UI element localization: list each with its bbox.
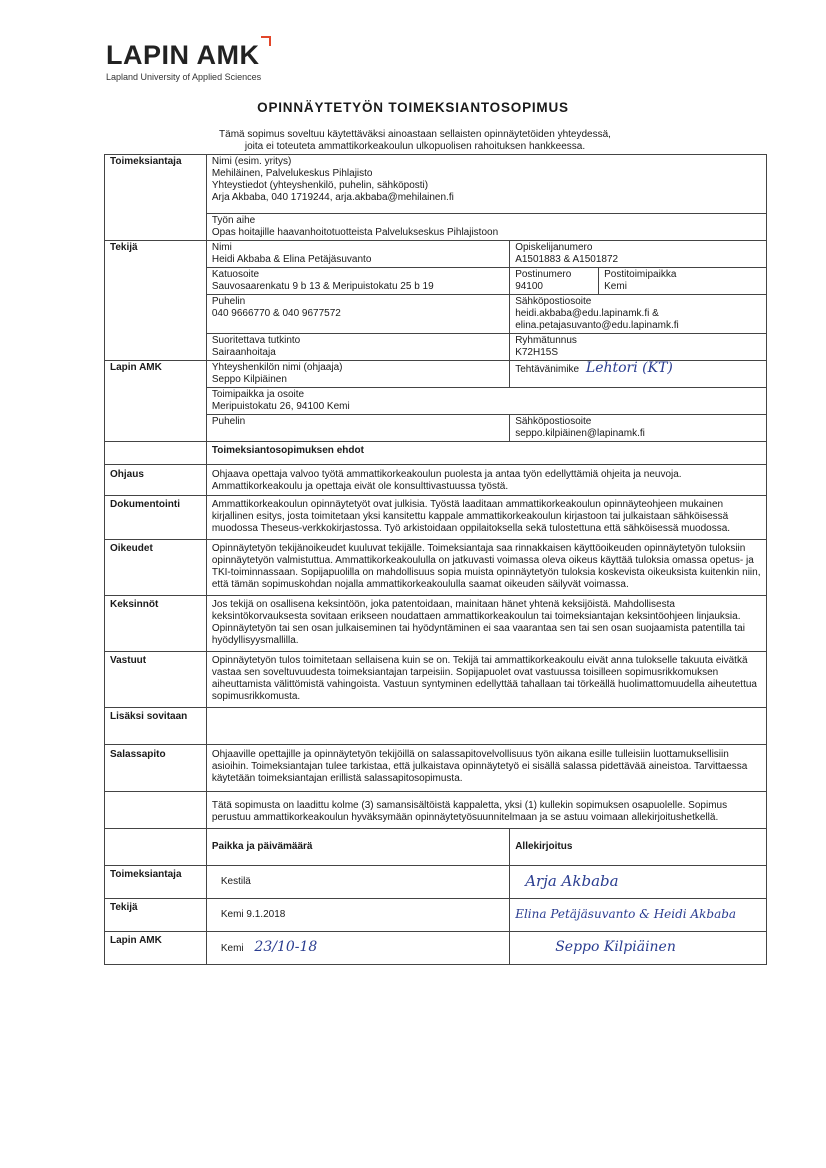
author-name-label: Nimi (211, 242, 232, 253)
term-text-lisaksi-sovitaan (206, 708, 766, 745)
phone-cell (206, 295, 509, 334)
supervisor-cell (206, 361, 509, 388)
topic-cell (206, 214, 766, 241)
student-number-value: A1501883 & A1501872 (515, 254, 619, 265)
office-cell (206, 388, 766, 415)
signature-toimeksiantaja (510, 866, 767, 899)
author-name-cell (206, 241, 509, 268)
handwritten-date-lapin-amk: 23/10-18 (254, 939, 318, 955)
term-label-ohjaus: Ohjaus (105, 465, 207, 496)
logo-subtitle: Lapland University of Applied Sciences (106, 72, 262, 82)
client-info-cell (206, 155, 766, 214)
postal-code-label: Postinumero (515, 269, 572, 280)
term-text-keksinnot: Jos tekijä on osallisena keksintöön, joka patentoidaan, mainitaan hänet yhtenä keksijöistä. Mahdollisesta keksintökorvauksesta sovitaan erikseen noudattaen ammattikorkeakoulun tai toimeksiantajan keksintöohjeen linjauksia. Opinnäytetyön tai sen osan julkaiseminen tai hyödyntäminen ei saa vaarantaa sen tai sen osan suojaamista patentilla tai hyödyllisyysmallilla. (206, 596, 766, 652)
terms-heading-spacer (105, 442, 207, 465)
city-value: Kemi (604, 281, 627, 292)
signature-place-date-toimeksiantaja: Kestilä (206, 866, 509, 899)
group-value: K72H15S (515, 347, 558, 358)
term-text-dokumentointi: Ammattikorkeakoulun opinnäytetyöt ovat julkisia. Työstä laaditaan ammattikorkeakoulun opinnäyteohjeen mukainen kirjallinen esitys, josta toimitetaan yksi kansitettu kappale ammattikorkeakoulun kirjastoon tai julkaistaan sähköisessä muodossa Theseus-verkkokirjastossa. Työ arkistoidaan oppilaitoksella sekä tulostettuna että sähköisessä muodossa. (206, 496, 766, 540)
intro-line-1: Tämä sopimus soveltuu käytettäväksi ainoastaan sellaisten opinnäytetöiden yhteydessä, (219, 129, 611, 140)
city-cell (599, 268, 767, 295)
degree-label: Suoritettava tutkinto (211, 335, 301, 346)
client-contact-label: Yhteystiedot (yhteyshenkilö, puhelin, sähköposti) (211, 180, 429, 191)
client-name-label: Nimi (esim. yritys) (211, 156, 292, 167)
handwritten-signature-supervisor: Seppo Kilpiäinen (555, 939, 676, 955)
handwritten-signature-client: Arja Akbaba (525, 871, 619, 890)
place-date-header: Paikka ja päivämäärä (206, 829, 509, 866)
group-cell (510, 334, 767, 361)
supervisor-value: Seppo Kilpiäinen (211, 374, 287, 385)
signature-lapin-amk (510, 932, 767, 965)
group-label: Ryhmätunnus (515, 335, 577, 346)
email-label: Sähköpostiosoite (515, 296, 592, 307)
signature-place-lapin-amk: Kemi (220, 943, 244, 954)
topic-value: Opas hoitajille haavanhoitotuotteista Palvelukseskus Pihlajistoon (211, 227, 499, 238)
address-value: Sauvosaarenkatu 9 b 13 & Meripuistokatu 25 b 19 (211, 281, 434, 292)
signature-label-tekija: Tekijä (105, 899, 207, 932)
supervisor-phone-label: Puhelin (211, 416, 246, 427)
job-title-handwritten: Lehtori (KT) (585, 360, 673, 376)
supervisor-email-cell (510, 415, 767, 442)
closing-text: Tätä sopimusta on laadittu kolme (3) samansisältöistä kappaletta, yksi (1) kullekin sopimuksen osapuolelle. Sopimus perustuu ammattikorkeakoulun hyväksymään opinnäytetyösuunnitelmaan ja se astuu voimaan allekirjoitushetkellä. (206, 792, 766, 829)
postal-code-value: 94100 (515, 281, 543, 292)
address-label: Katuosoite (211, 269, 260, 280)
phone-value: 040 9666770 & 040 9677572 (211, 308, 341, 319)
signature-place-date-lapin-amk (206, 932, 509, 965)
signature-header: Allekirjoitus (510, 829, 767, 866)
term-label-salassapito: Salassapito (105, 745, 207, 792)
closing-spacer (105, 792, 207, 829)
degree-cell (206, 334, 509, 361)
document-title: OPINNÄYTETYÖN TOIMEKSIANTOSOPIMUS (257, 100, 569, 115)
student-number-label: Opiskelijanumero (515, 242, 593, 253)
section-label-tekija: Tekijä (105, 241, 207, 361)
supervisor-email-value: seppo.kilpiäinen@lapinamk.fi (515, 428, 645, 439)
topic-label: Työn aihe (211, 215, 256, 226)
logo-name: LAPIN AMK (106, 40, 260, 70)
term-label-oikeudet: Oikeudet (105, 540, 207, 596)
term-text-oikeudet: Opinnäytetyön tekijänoikeudet kuuluvat tekijälle. Toimeksiantaja saa rinnakkaisen käyttöoikeuden opinnäytetyön tuloksiin opinnäytetyön valmistuttua. Ammattikorkeakoululla on jatkuvasti voimassa oleva oikeus käyttää tuloksia omassa opetus- ja TKI-toiminnassaan. Sopijapuolilla on mahdollisuus sopia muista opinnäytetyön tuloksia koskevista oikeuksista kuitenkin niin, että tämän sopimuskohdan nojalla ammattikorkeakoululla saamat oikeuden säilyvät voimassa. (206, 540, 766, 596)
address-cell (206, 268, 509, 295)
intro-text (150, 129, 680, 153)
term-text-salassapito: Ohjaaville opettajille ja opinnäytetyön tekijöillä on salassapitovelvollisuus työn aikana esille tulleisiin luottamuksellisiin asioihin. Toimeksiantajan tulee tarkistaa, että julkaistava opinnäytetyö ei sisällä salassa pidettävää aineistoa. Tarvittaessa käytetään toimeksiantajan erillistä salassapitosopimusta. (206, 745, 766, 792)
agreement-table (104, 154, 767, 965)
signature-label-toimeksiantaja: Toimeksiantaja (105, 866, 207, 899)
postal-code-cell (510, 268, 599, 295)
signature-place-date-tekija: Kemi 9.1.2018 (206, 899, 509, 932)
client-name-value: Mehiläinen, Palvelukeskus Pihlajisto (211, 168, 373, 179)
email-value-2: elina.petajasuvanto@edu.lapinamk.fi (515, 320, 679, 331)
degree-value: Sairaanhoitaja (211, 347, 276, 358)
phone-label: Puhelin (211, 296, 246, 307)
term-text-vastuut: Opinnäytetyön tulos toimitetaan sellaisena kuin se on. Tekijä tai ammattikorkeakoulu eivät anna tulokselle takuuta eivätkä vastaa sen soveltuvuudesta toimeksiantajan tarpeisiin. Sopijapuolet ovat vastuussa toisilleen sopimusrikkomuksen aiheuttamista välittömistä vahingoista. Vastuun syntyminen edellyttää tahallaan tai törkeällä huolimattomuudella aiheutettua sopimusrikkomusta. (206, 652, 766, 708)
client-contact-value: Arja Akbaba, 040 1719244, arja.akbaba@mehilainen.fi (211, 192, 454, 203)
supervisor-phone-cell (206, 415, 509, 442)
logo-corner-mark (261, 36, 271, 46)
email-value-1: heidi.akbaba@edu.lapinamk.fi & (515, 308, 659, 319)
logo (106, 42, 261, 82)
student-number-cell (510, 241, 767, 268)
section-label-toimeksiantaja: Toimeksiantaja (105, 155, 207, 241)
supervisor-email-label: Sähköpostiosoite (515, 416, 592, 427)
handwritten-signature-authors: Elina Petäjäsuvanto & Heidi Akbaba (515, 907, 737, 921)
intro-line-2: joita ei toteuteta ammattikorkeakoulun ulkopuolisen rahoituksen hankkeessa. (244, 141, 586, 152)
term-label-keksinnot: Keksinnöt (105, 596, 207, 652)
terms-heading: Toimeksiantosopimuksen ehdot (206, 442, 766, 465)
office-label: Toimipaikka ja osoite (211, 389, 305, 400)
job-title-label: Tehtävänimike (515, 364, 580, 375)
author-name-value: Heidi Akbaba & Elina Petäjäsuvanto (211, 254, 372, 265)
email-cell (510, 295, 767, 334)
section-label-lapin-amk: Lapin AMK (105, 361, 207, 442)
supervisor-label: Yhteyshenkilön nimi (ohjaaja) (211, 362, 343, 373)
job-title-cell (510, 361, 767, 388)
office-value: Meripuistokatu 26, 94100 Kemi (211, 401, 350, 412)
signature-header-spacer (105, 829, 207, 866)
city-label: Postitoimipaikka (604, 269, 677, 280)
signature-tekija (510, 899, 767, 932)
term-text-ohjaus: Ohjaava opettaja valvoo työtä ammattikorkeakoulun puolesta ja antaa työn edellyttämiä ohjeita ja neuvoja. Ammattikorkeakoulu ja opettaja eivät ole konsulttivastuussa työstä. (206, 465, 766, 496)
term-label-vastuut: Vastuut (105, 652, 207, 708)
signature-label-lapin-amk: Lapin AMK (105, 932, 207, 965)
term-label-dokumentointi: Dokumentointi (105, 496, 207, 540)
term-label-lisaksi-sovitaan: Lisäksi sovitaan (105, 708, 207, 745)
